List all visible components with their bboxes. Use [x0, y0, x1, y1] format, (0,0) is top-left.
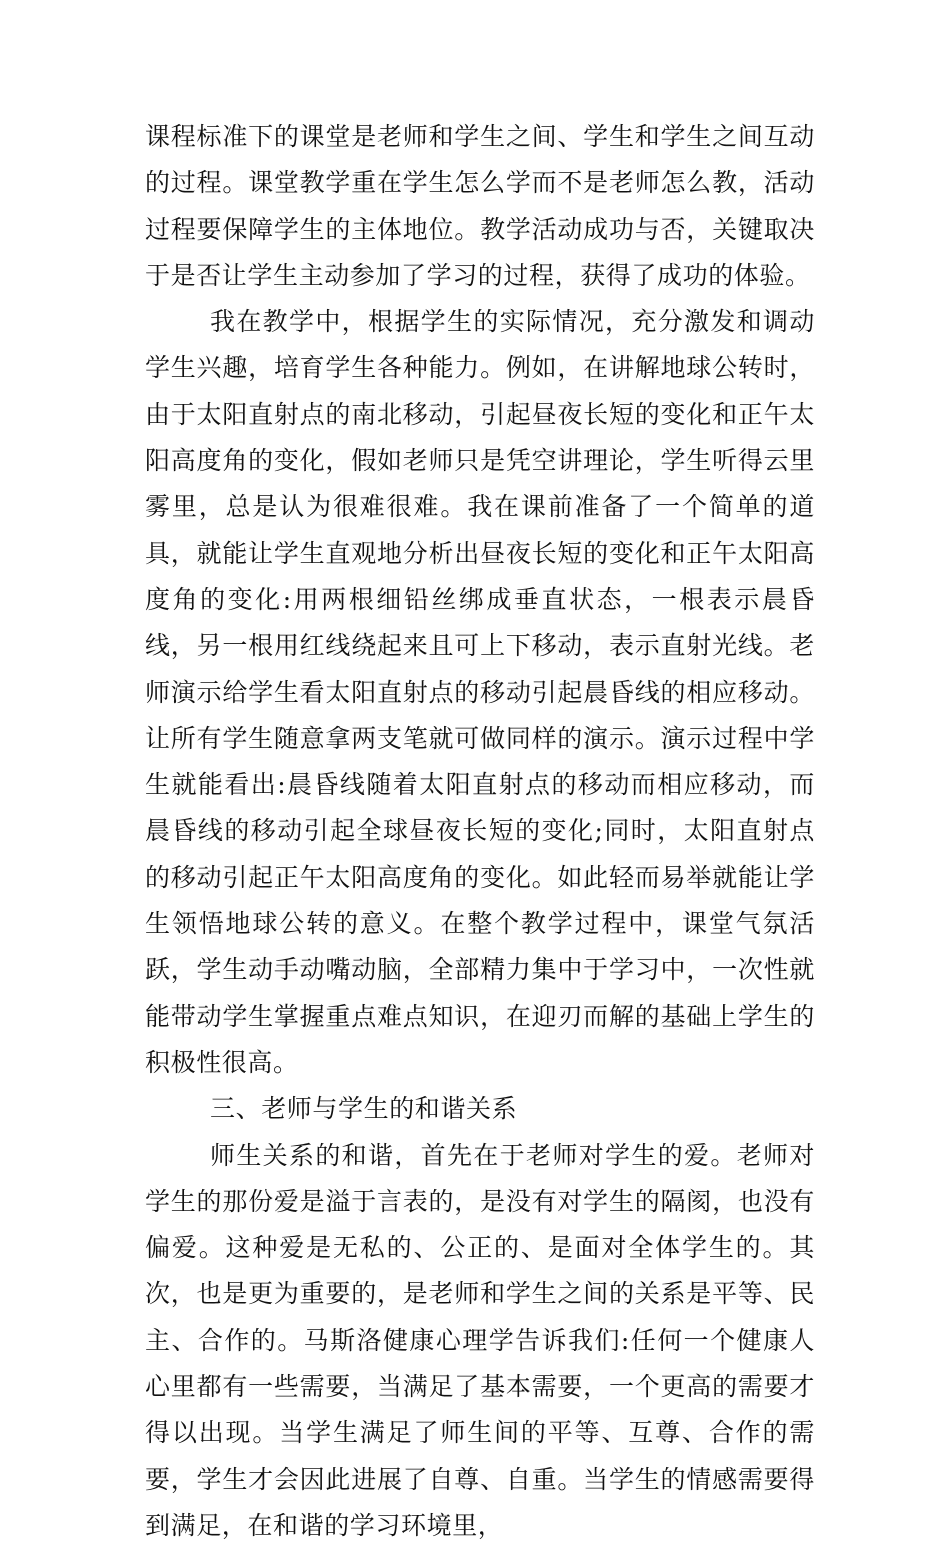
- paragraph-teaching-example: 我在教学中，根据学生的实际情况，充分激发和调动学生兴趣，培育学生各种能力。例如，在讲解地球公转时，由于太阳直射点的南北移动，引起昼夜长短的变化和正午太阳高度角的变化，假如老师只是凭空讲理论，学生听得云里雾里，总是认为很难很难。我在课前准备了一个简单的道具，就能让学生直观地分析出昼夜长短的变化和正午太阳高度角的变化:用两根细铅丝绑成垂直状态，一根表示晨昏线，另一根用红线绕起来且可上下移动，表示直射光线。老师演示给学生看太阳直射点的移动引起晨昏线的相应移动。让所有学生随意拿两支笔就可做同样的演示。演示过程中学生就能看出:晨昏线随着太阳直射点的移动而相应移动，而晨昏线的移动引起全球昼夜长短的变化;同时，太阳直射点的移动引起正午太阳高度角的变化。如此轻而易举就能让学生领悟地球公转的意义。在整个教学过程中，课堂气氛活跃，学生动手动嘴动脑，全部精力集中于学习中，一次性就能带动学生掌握重点难点知识，在迎刃而解的基础上学生的积极性很高。: [145, 307, 815, 1077]
- paragraph-teacher-student-relationship: 师生关系的和谐，首先在于老师对学生的爱。老师对学生的那份爱是溢于言表的，是没有对学生的隔阂，也没有偏爱。这种爱是无私的、公正的、是面对全体学生的。其次，也是更为重要的，是老师和学生之间的关系是平等、民主、合作的。马斯洛健康心理学告诉我们:任何一个健康人心里都有一些需要，当满足了基本需要，一个更高的需要才得以出现。当学生满足了师生间的平等、互尊、合作的需要，学生才会因此进展了自尊、自重。当学生的情感需要得到满足，在和谐的学习环境里，: [145, 1140, 815, 1540]
- paragraph-intro: 课程标准下的课堂是老师和学生之间、学生和学生之间互动的过程。课堂教学重在学生怎么学而不是老师怎么教，活动过程要保障学生的主体地位。教学活动成功与否，关键取决于是否让学生主动参加了学习的过程，获得了成功的体验。: [145, 122, 815, 290]
- document-body: [145, 114, 815, 1549]
- section-heading: 三、老师与学生的和谐关系: [210, 1094, 518, 1124]
